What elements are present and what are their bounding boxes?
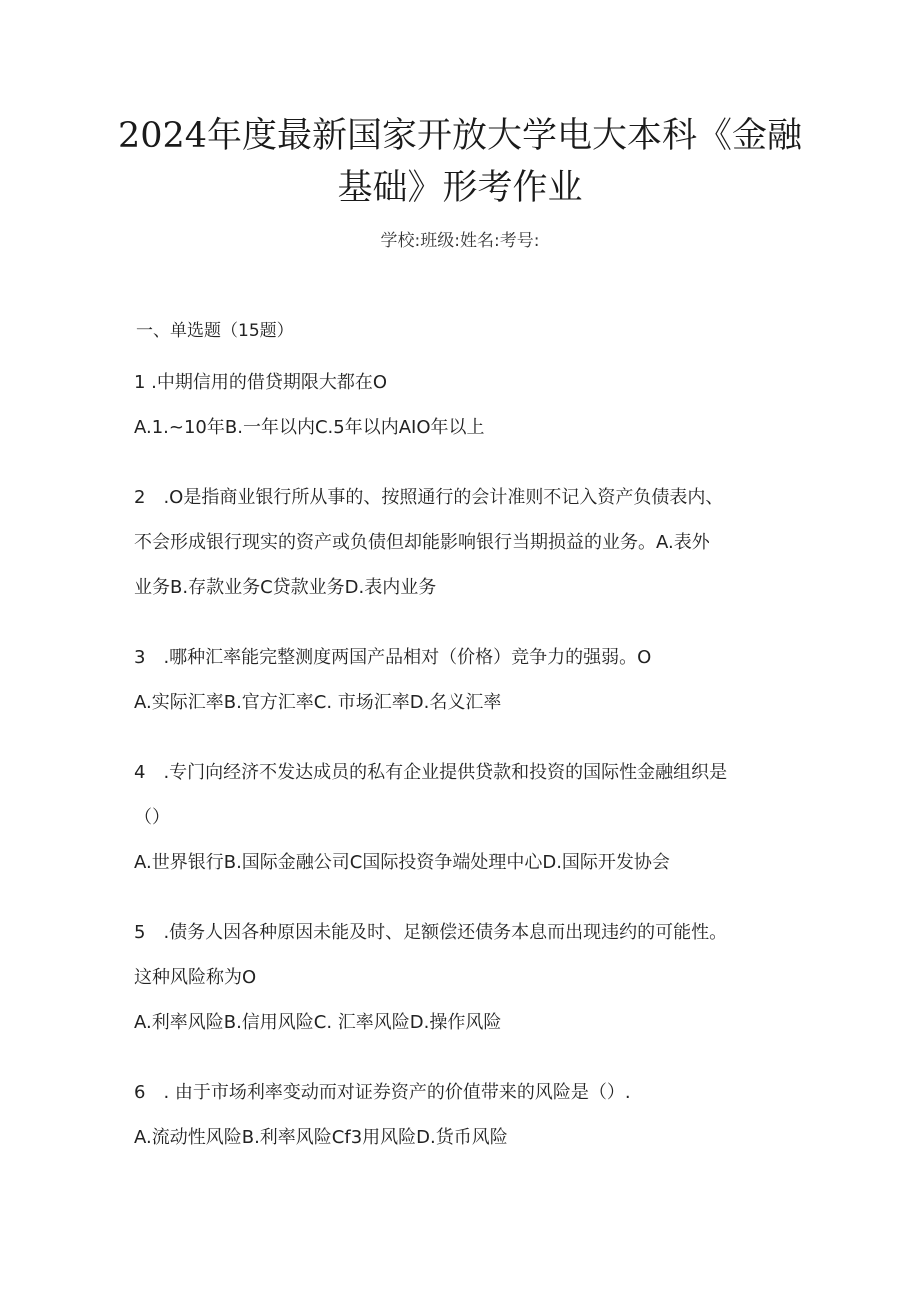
document-title: [100, 110, 820, 214]
question-stem: 4 .专门向经济不发达成员的私有企业提供贷款和投资的国际性金融组织是: [134, 762, 728, 783]
question-list: [134, 360, 794, 1185]
question-item: [134, 910, 794, 1045]
question-options: A.利率风险B.信用风险C. 汇率风险D.操作风险: [134, 1012, 502, 1033]
question-options: A.1.~10年B.一年以内C.5年以内AIO年以上: [134, 417, 485, 438]
question-stem: 2 .O是指商业银行所从事的、按照通行的会计准则不记入资产负债表内、: [134, 487, 724, 508]
student-info-line: 学校:班级:姓名:考号:: [380, 231, 540, 251]
question-stem: 这种风险称为O: [134, 967, 257, 988]
question-stem: （）: [134, 807, 170, 828]
question-stem: 5 .债务人因各种原因未能及时、足额偿还债务本息而出现违约的可能性。: [134, 922, 728, 943]
question-stem: 1 .中期信用的借贷期限大都在O: [134, 372, 388, 393]
question-item: [134, 1070, 794, 1160]
question-stem: 业务B.存款业务C贷款业务D.表内业务: [134, 577, 437, 598]
question-item: [134, 475, 794, 610]
title-line-2: 基础》形考作业: [337, 168, 583, 208]
title-line-1: 2024年度最新国家开放大学电大本科《金融: [117, 116, 803, 156]
question-options: A.世界银行B.国际金融公司C国际投资争端处理中心D.国际开发协会: [134, 852, 670, 873]
question-item: [134, 750, 794, 885]
question-options: A.实际汇率B.官方汇率C. 市场汇率D.名义汇率: [134, 692, 502, 713]
question-item: [134, 360, 794, 450]
question-item: [134, 635, 794, 725]
section-heading: 一、单选题（15题）: [136, 321, 294, 341]
question-stem: 不会形成银行现实的资产或负债但却能影响银行当期损益的业务。A.表外: [134, 532, 710, 553]
question-stem: 6 . 由于市场利率变动而对证券资产的价值带来的风险是（）.: [134, 1082, 631, 1103]
question-options: A.流动性风险B.利率风险Cf3用风险D.货币风险: [134, 1127, 508, 1148]
question-stem: 3 .哪种汇率能完整测度两国产品相对（价格）竞争力的强弱。O: [134, 647, 652, 668]
